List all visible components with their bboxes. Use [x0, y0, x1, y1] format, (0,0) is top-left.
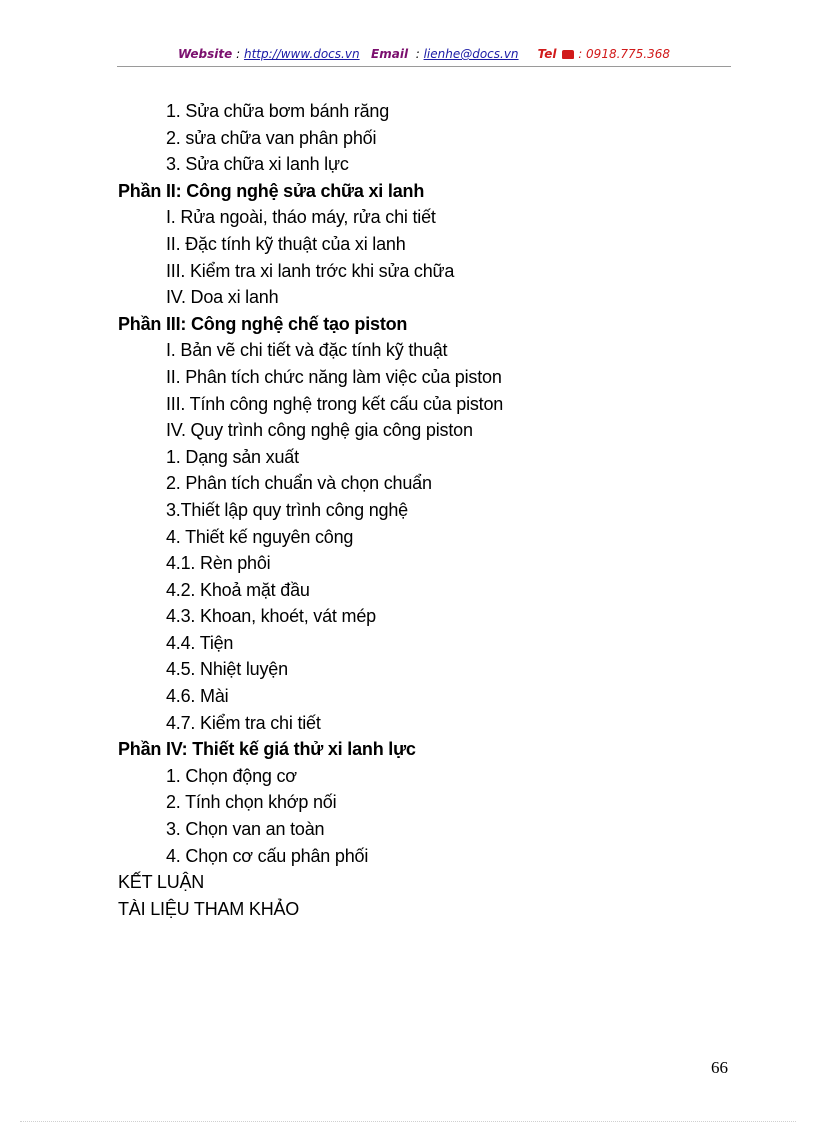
toc-item: 2. sửa chữa van phân phối: [166, 127, 377, 148]
toc-item: 1. Sửa chữa bơm bánh răng: [166, 101, 390, 121]
email-label: Email: [371, 47, 409, 61]
toc-item: 4.3. Khoan, khoét, vát mép: [166, 606, 376, 627]
phone-icon: [562, 50, 574, 59]
toc-references: TÀI LIỆU THAM KHẢO: [118, 898, 300, 919]
tel-label: Tel: [537, 47, 557, 61]
toc-section-heading: Phần II: Công nghệ sửa chữa xi lanh: [118, 180, 425, 201]
toc-item: III. Tính công nghệ trong kết cấu của piston: [166, 393, 504, 414]
toc-item: 1. Dạng sản xuất: [166, 446, 299, 467]
toc-item: III. Kiểm tra xi lanh trớc khi sửa chữa: [166, 260, 455, 281]
phone-number: : 0918.775.368: [578, 47, 671, 61]
table-of-contents: [118, 98, 730, 922]
toc-section-heading: Phần III: Công nghệ chế tạo piston: [118, 313, 408, 334]
toc-item: IV. Doa xi lanh: [166, 287, 279, 308]
toc-item: 4.1. Rèn phôi: [166, 553, 271, 574]
website-link[interactable]: http://www.docs.vn: [243, 47, 360, 61]
website-label: Website: [177, 47, 233, 61]
toc-conclusion: KẾT LUẬN: [118, 872, 205, 893]
toc-item: 4.4. Tiện: [166, 632, 234, 653]
toc-section-heading: Phần IV: Thiết kế giá thử xi lanh lực: [118, 739, 416, 760]
footer-divider: [20, 1121, 796, 1122]
toc-item: 3.Thiết lập quy trình công nghệ: [166, 499, 408, 520]
toc-item: 3. Sửa chữa xi lanh lực: [166, 154, 349, 175]
toc-item: II. Đặc tính kỹ thuật của xi lanh: [166, 233, 406, 254]
toc-item: 4.5. Nhiệt luyện: [166, 659, 288, 680]
toc-item: 4. Thiết kế nguyên công: [166, 526, 354, 547]
page-header: Website : http://www.docs.vn Email : lienhe@docs.vn Tel : 0918.775.368: [177, 47, 671, 61]
toc-item: IV. Quy trình công nghệ gia công piston: [166, 420, 473, 441]
toc-item: 4.2. Khoả mặt đầu: [166, 579, 310, 600]
toc-item: I. Rửa ngoài, tháo máy, rửa chi tiết: [166, 207, 436, 228]
toc-item: 2. Phân tích chuẩn và chọn chuẩn: [166, 473, 432, 494]
page-number: 66: [711, 1058, 728, 1077]
toc-item: 3. Chọn van an toàn: [166, 819, 325, 840]
toc-item: 4.7. Kiểm tra chi tiết: [166, 712, 321, 733]
toc-item: II. Phân tích chức năng làm việc của piston: [166, 366, 502, 387]
toc-item: 2. Tính chọn khớp nối: [166, 792, 337, 813]
header-divider: [117, 66, 731, 67]
toc-item: I. Bản vẽ chi tiết và đặc tính kỹ thuật: [166, 340, 448, 361]
toc-item: 4. Chọn cơ cấu phân phối: [166, 845, 369, 866]
toc-item: 1. Chọn động cơ: [166, 765, 297, 786]
email-link[interactable]: lienhe@docs.vn: [423, 47, 519, 61]
toc-item: 4.6. Mài: [166, 686, 229, 707]
